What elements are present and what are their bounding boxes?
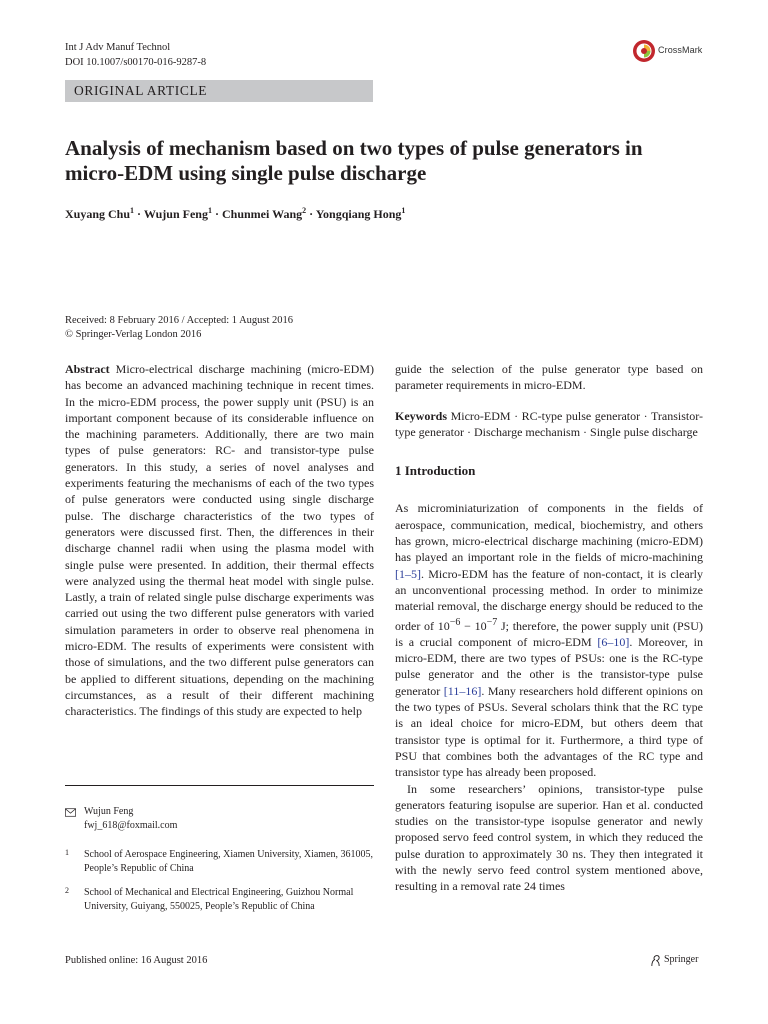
abstract (65, 361, 374, 720)
affiliation-text: School of Aerospace Engineering, Xiamen University, Xiamen, 361005, People’s Republic of China (84, 849, 374, 874)
crossmark-label: CrossMark (658, 45, 703, 55)
intro-paragraph-2: In some researchers’ opinions, transistor-type pulse generators featuring isopulse are superior. Han et al. conducted studies on the transistor-type isopulse generator and newly proposed servo feed control system, in which they reduced the pulse duration to approximately 30 ns. They then integrated it with the newly servo feed control system mentioned above, resulting in a removal rate 24 times (395, 781, 703, 894)
abstract-continuation: guide the selection of the pulse generator type based on parameter requirements in micro-EDM. (395, 362, 703, 393)
affiliation-mark: 2 (302, 206, 307, 215)
affiliation-text: School of Mechanical and Electrical Engineering, Guizhou Normal University, Guiyang, 550025, People’s Republic of China (84, 887, 354, 912)
right-column (395, 361, 703, 895)
crossmark-icon (632, 39, 656, 63)
author-list (65, 206, 405, 222)
copyright: © Springer-Verlag London 2016 (65, 328, 202, 340)
affiliation-number: 2 (65, 886, 69, 895)
author-name[interactable]: Chunmei Wang (221, 207, 303, 221)
keywords-text: Micro-EDM · RC-type pulse generator · Transistor-type generator · Discharge mechanism · Single pulse discharge (395, 408, 703, 439)
intro-paragraph-1: As microminiaturization of components in the fields of aerospace, communication, medical, biochemistry, and others has grown, micro-electrical discharge machining (micro-EDM) has played an important role in the fields of micro-machining [1–5]. Micro-EDM has the feature of non-contact, it is clearly an unconventional processing method. In order to minimize material removal, the discharge energy should be reduced to the order of $10^{-6} - 10^{-7}$ J; therefore, the power supply unit (PSU) is a crucial component of micro-EDM [6–10]. Moreover, in micro-EDM, there are two types of PSUs: one is the RC-type pulse generator and the other is the transistor-type pulse generator [11–16]. Many researchers hold different opinions on the two types of PSUs. Several scholars think that the RC type is an ideal choice for micro-EDM, but others deem that transistor type is optimal for it. Furthermore, a third type of PSU that combines both the advantages of the RC type and transistor type has already been proposed. (395, 501, 703, 780)
correspondence-email[interactable]: fwj_618@foxmail.com (84, 819, 178, 831)
paper-title: Analysis of mechanism based on two types of pulse generators in micro-EDM using single pulse discharge (65, 136, 643, 185)
exponent: −7 (486, 616, 498, 628)
author-separator: · (211, 207, 222, 221)
affiliation-2 (65, 886, 374, 913)
section-heading-introduction: 1 Introduction (395, 463, 476, 479)
springer-logo (650, 952, 710, 970)
doi[interactable]: DOI 10.1007/s00170-016-9287-8 (65, 57, 207, 68)
affiliation-number: 1 (65, 848, 69, 857)
affiliation-mark: 1 (401, 206, 406, 215)
published-date: Published online: 16 August 2016 (65, 955, 208, 966)
abstract-text: Micro-electrical discharge machining (micro-EDM) has become an advanced machining technique in recent times. In the micro-EDM process, the power supply unit (PSU) is an important component because of its considerable influence on the machining parameters. Additionally, there are two main types of pulse generators: RC- and transistor-type pulse generators. In this study, a series of novel analyses and experiments featuring the mechanisms of each of the two types of pulse generators were conducted using single discharge pulse. The discharge characteristics of the two types of generators were discussed first. Then, the differences in their discharge channel radii when using the plasma model with single pulse were presented. In addition, their thermal effects were analyzed using the thermal heat model with single pulse. Lastly, a train of related single pulse discharge experiments was carried out using the two different pulse generators with varied simulation parameters in order to observe real phenomena in micro-EDM. The results of experiments were consistent with those of simulations, and the two different pulse generators can be applied to different situations, depending on the machining circumstances, as a result of their different machining characteristics. The findings of this study are expected to help (65, 362, 374, 719)
author-name[interactable]: Wujun Feng (143, 207, 208, 221)
correspondence-name: Wujun Feng (84, 806, 134, 817)
exponent: −6 (449, 616, 461, 628)
crossmark-badge[interactable] (632, 39, 704, 65)
footnote-divider (65, 785, 374, 786)
abstract-label: Abstract (65, 362, 110, 376)
affiliation-1 (65, 848, 374, 875)
author-name[interactable]: Yongqiang Hong (315, 207, 402, 221)
keywords-label: Keywords (395, 408, 447, 423)
correspondence (65, 805, 374, 832)
affiliation-mark: 1 (130, 206, 135, 215)
journal-info (65, 40, 206, 70)
author-name[interactable]: Xuyang Chu (65, 207, 131, 221)
author-separator: · (306, 207, 316, 221)
citation-link[interactable]: [11–16] (443, 683, 482, 698)
affiliation-mark: 1 (207, 206, 212, 215)
journal-name: Int J Adv Manuf Technol (65, 42, 171, 53)
springer-horse-icon (650, 954, 661, 967)
envelope-icon (65, 808, 76, 817)
publisher-name: Springer (664, 954, 699, 965)
citation-link[interactable]: [1–5] (395, 566, 421, 581)
received-accepted: Received: 8 February 2016 / Accepted: 1 August 2016 (65, 315, 294, 326)
author-separator: · (134, 207, 144, 221)
article-type-banner: ORIGINAL ARTICLE (65, 80, 373, 102)
keywords (395, 408, 703, 441)
citation-link[interactable]: [6–10] (597, 634, 630, 649)
article-dates (65, 314, 293, 341)
